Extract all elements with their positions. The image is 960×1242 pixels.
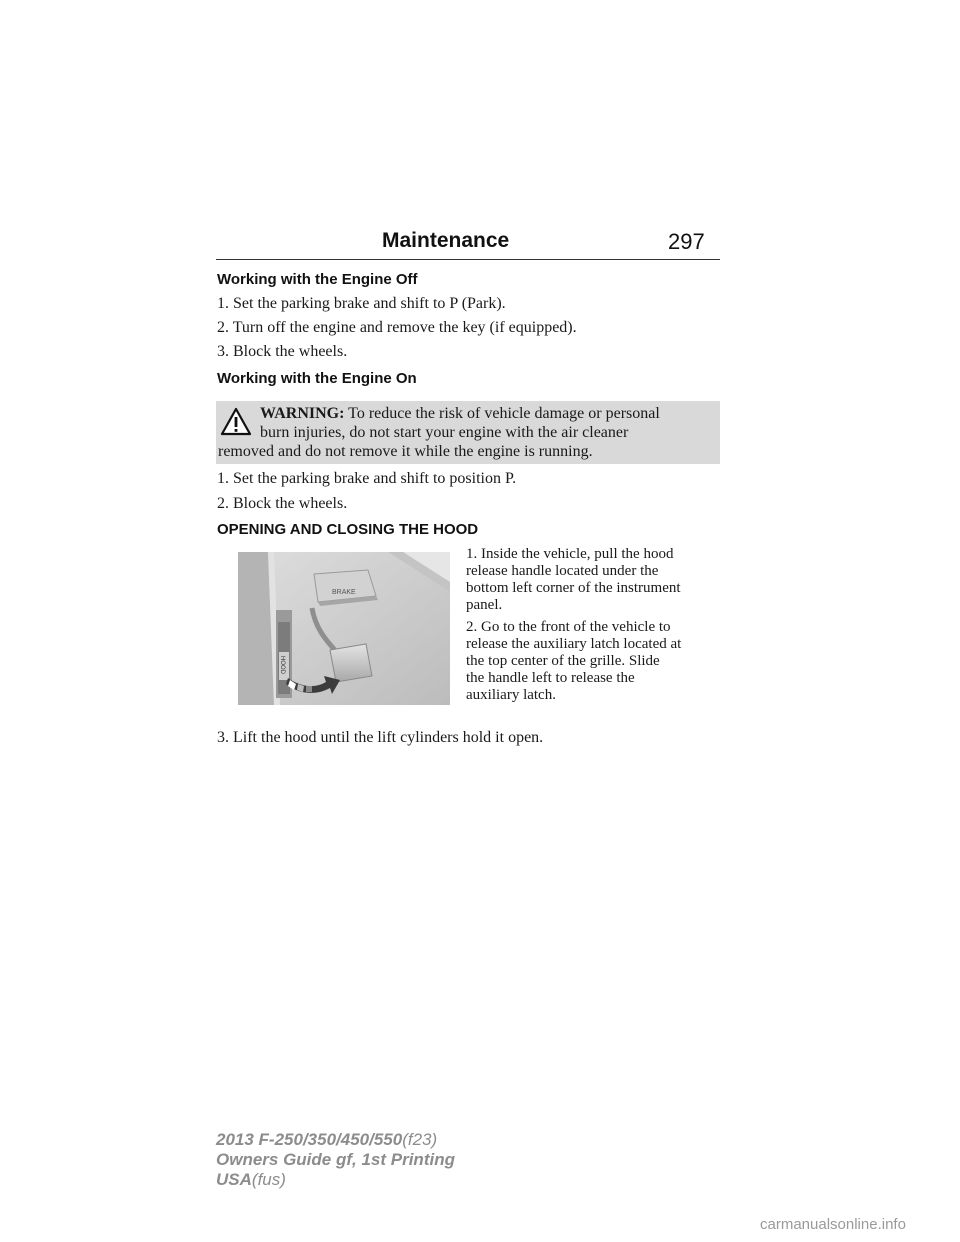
hood-step-2-line: the top center of the grille. Slide bbox=[466, 653, 660, 669]
hood-step-1-line: panel. bbox=[466, 597, 503, 613]
hood-step-3: 3. Lift the hood until the lift cylinders hold it open. bbox=[217, 729, 544, 746]
footer-line-2: Owners Guide gf, 1st Printing bbox=[216, 1150, 455, 1169]
warning-triangle-icon bbox=[220, 407, 252, 442]
hood-step-2-line: auxiliary latch. bbox=[466, 687, 556, 703]
hood-step-1 bbox=[466, 546, 722, 614]
footer-line-1 bbox=[216, 1130, 437, 1150]
figure-hood-label: HOOD bbox=[279, 656, 285, 674]
warning-box bbox=[216, 401, 720, 464]
engine-off-heading: Working with the Engine Off bbox=[217, 271, 418, 288]
hood-step-2-line: release the auxiliary latch located at bbox=[466, 636, 682, 652]
watermark-text: carmanualsonline.info bbox=[760, 1216, 906, 1233]
hood-step-1-line: bottom left corner of the instrument bbox=[466, 580, 681, 596]
hood-step-2-line: 2. Go to the front of the vehicle to bbox=[466, 619, 671, 635]
hood-step-1-line: release handle located under the bbox=[466, 563, 659, 579]
section-title: Maintenance bbox=[382, 229, 510, 252]
hood-step-2-line: the handle left to release the bbox=[466, 670, 635, 686]
warning-line-3: removed and do not remove it while the engine is running. bbox=[218, 443, 593, 460]
engine-on-step-1: 1. Set the parking brake and shift to position P. bbox=[217, 470, 517, 487]
engine-on-heading: Working with the Engine On bbox=[217, 370, 417, 387]
footer-region-code: (fus) bbox=[251, 1170, 286, 1189]
warning-label: WARNING: bbox=[260, 405, 345, 422]
engine-off-step-3: 3. Block the wheels. bbox=[217, 343, 348, 360]
header-rule bbox=[216, 259, 720, 260]
warning-line-2: burn injuries, do not start your engine with the air cleaner bbox=[260, 424, 629, 441]
hood-heading: OPENING AND CLOSING THE HOOD bbox=[217, 521, 479, 538]
footer-model: 2013 F-250/350/450/550 bbox=[216, 1130, 403, 1149]
footer-region: USA bbox=[216, 1170, 252, 1189]
warning-text-1: To reduce the risk of vehicle damage or personal bbox=[348, 405, 660, 422]
figure-brake-label: BRAKE bbox=[332, 589, 356, 596]
hood-step-2 bbox=[466, 619, 722, 704]
engine-off-step-2: 2. Turn off the engine and remove the key (if equipped). bbox=[217, 319, 577, 336]
engine-on-step-2: 2. Block the wheels. bbox=[217, 495, 348, 512]
hood-release-figure bbox=[238, 552, 450, 705]
page-number: 297 bbox=[668, 229, 705, 254]
footer-line-3 bbox=[216, 1170, 286, 1190]
warning-line-1 bbox=[260, 404, 660, 423]
engine-off-step-1: 1. Set the parking brake and shift to P (Park). bbox=[217, 295, 506, 312]
hood-step-1-line: 1. Inside the vehicle, pull the hood bbox=[466, 546, 674, 562]
footer-model-code: (f23) bbox=[402, 1130, 438, 1149]
